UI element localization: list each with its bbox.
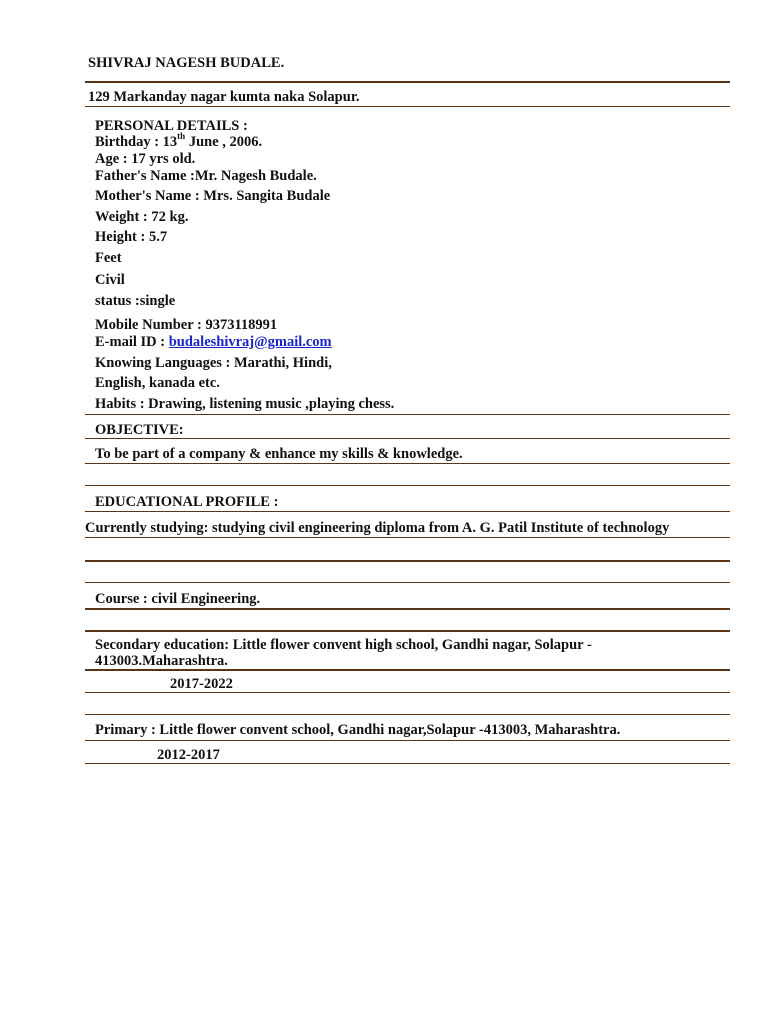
primary-education: Primary : Little flower convent school, Gandhi nagar,Solapur -413003, Maharashtra. (95, 722, 621, 738)
age: Age : 17 yrs old. (95, 151, 196, 167)
divider (85, 630, 730, 632)
divider (85, 608, 730, 610)
objective-text: To be part of a company & enhance my skills & knowledge. (95, 446, 463, 462)
secondary-education-line-2: 413003.Maharashtra. (95, 653, 228, 669)
divider (85, 438, 730, 439)
resume-name: SHIVRAJ NAGESH BUDALE. (88, 55, 285, 71)
divider (85, 537, 730, 538)
habits: Habits : Drawing, listening music ,playing chess. (95, 396, 395, 412)
personal-details-heading: PERSONAL DETAILS : (95, 118, 248, 134)
address: 129 Markanday nagar kumta naka Solapur. (88, 89, 360, 105)
mother-name: Mother's Name : Mrs. Sangita Budale (95, 188, 331, 204)
divider (85, 560, 730, 562)
languages-line-2: English, kanada etc. (95, 375, 220, 391)
email-row (95, 334, 332, 351)
languages-line-1: Knowing Languages : Marathi, Hindi, (95, 355, 332, 371)
divider (85, 414, 730, 415)
divider (85, 81, 730, 83)
course: Course : civil Engineering. (95, 591, 261, 607)
birthday-prefix: Birthday : 13 (95, 134, 178, 150)
secondary-years: 2017-2022 (170, 676, 233, 692)
birthday-suffix: June , 2006. (185, 134, 263, 150)
birthday (95, 131, 263, 151)
height-unit: Feet (95, 250, 122, 266)
divider (85, 106, 730, 107)
secondary-education-line-1: Secondary education: Little flower convent high school, Gandhi nagar, Solapur - (95, 637, 592, 653)
father-name: Father's Name :Mr. Nagesh Budale. (95, 168, 317, 184)
divider (85, 763, 730, 764)
divider (85, 692, 730, 693)
email-link[interactable]: budaleshivraj@gmail.com (168, 334, 332, 350)
primary-years: 2012-2017 (157, 747, 220, 763)
education-heading: EDUCATIONAL PROFILE : (95, 494, 279, 510)
divider (85, 511, 730, 512)
divider (85, 669, 730, 671)
birthday-ordinal: th (177, 131, 186, 142)
height: Height : 5.7 (95, 229, 168, 245)
divider (85, 740, 730, 741)
divider (85, 485, 730, 486)
objective-heading: OBJECTIVE: (95, 422, 184, 438)
weight: Weight : 72 kg. (95, 209, 189, 225)
marital-status: status :single (95, 293, 176, 309)
divider (85, 463, 730, 464)
current-study: Currently studying: studying civil engineering diploma from A. G. Patil Institute of technology (85, 520, 670, 536)
divider (85, 714, 730, 715)
divider (85, 582, 730, 583)
civil-label: Civil (95, 272, 125, 288)
email-label: E-mail ID : (95, 334, 169, 350)
mobile-number: Mobile Number : 9373118991 (95, 317, 278, 333)
